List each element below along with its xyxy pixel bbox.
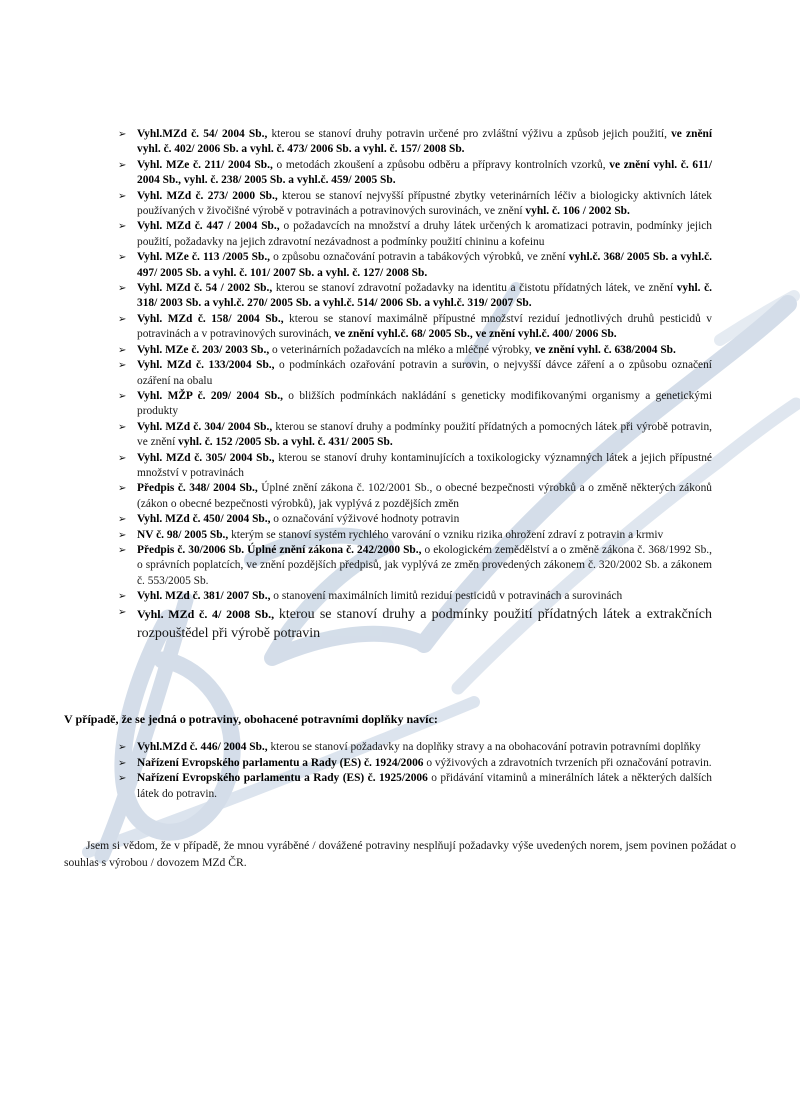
arrow-bullet-icon: ➢ bbox=[118, 741, 127, 753]
regulation-item bbox=[118, 281, 712, 312]
regulation-item-text: Vyhl. MZe č. 203/ 2003 Sb., o veterinárních požadavcích na mléko a mléčné výrobky, ve znění vyhl. č. 638/2004 Sb. bbox=[137, 343, 676, 356]
supplements-section-title: V případě, že se jedná o potraviny, obohacené potravními doplňky navíc: bbox=[64, 711, 438, 726]
arrow-bullet-icon: ➢ bbox=[118, 606, 127, 618]
arrow-bullet-icon: ➢ bbox=[118, 190, 127, 202]
arrow-bullet-icon: ➢ bbox=[118, 221, 127, 233]
regulation-item-text: Vyhl. MZd č. 4/ 2008 Sb., kterou se stanoví druhy a podmínky použití přídatných látek a extrakčních rozpouštědel při výrobě potravin bbox=[137, 606, 712, 641]
regulation-item bbox=[118, 312, 712, 343]
arrow-bullet-icon: ➢ bbox=[118, 757, 127, 769]
regulation-item-text: Vyhl. MZe č. 211/ 2004 Sb., o metodách zkoušení a způsobu odběru a přípravy kontrolních vzorků, ve znění vyhl. č. 611/ 2004 Sb., vyhl. č. 238/ 2005 Sb. a vyhl.č. 459/ 2005 Sb. bbox=[137, 158, 713, 187]
regulation-item-text: Vyhl. MZd č. 273/ 2000 Sb., kterou se stanoví nejvyšší přípustné zbytky veterinárních léčiv a biologicky aktivních látek používaných v živočišné výrobě v potravinách a potravinových surovinách, ve znění vyhl. č. 106 / 2002 Sb. bbox=[137, 189, 712, 218]
regulation-item-text: Vyhl. MZd č. 158/ 2004 Sb., kterou se stanoví maximálně přípustné množství reziduí jednotlivých druhů pesticidů v potravinách a v potravinových surovinách, ve znění vyhl.č. 68/ 2005 Sb., ve znění vyhl.č. 400/ 2006 Sb. bbox=[137, 312, 712, 341]
regulation-item-text: Předpis č. 348/ 2004 Sb., Úplné znění zákona č. 102/2001 Sb., o obecné bezpečnosti výrobků a o změně některých zákonů (zákon o obecné bezpečnosti výrobků), jak vyplývá z pozdějších změn bbox=[137, 482, 712, 510]
regulation-item-text: Vyhl. MZd č. 133/2004 Sb., o podmínkách ozařování potravin a surovin, o nejvyšší dávce záření a o způsobu označení ozáření na obalu bbox=[137, 359, 712, 387]
supplement-item-text: Nařízení Evropského parlamentu a Rady (ES) č. 1925/2006 o přidávání vitaminů a minerálních látek a některých dalších látek do potravin. bbox=[137, 772, 712, 800]
arrow-bullet-icon: ➢ bbox=[118, 129, 127, 140]
arrow-bullet-icon: ➢ bbox=[118, 773, 127, 785]
arrow-bullet-icon: ➢ bbox=[118, 252, 127, 264]
supplement-item-text: Vyhl.MZd č. 446/ 2004 Sb., kterou se stanoví požadavky na doplňky stravy a na obohacování potravin potravními doplňky bbox=[137, 740, 701, 753]
regulation-item bbox=[118, 189, 712, 220]
regulation-item-text: Vyhl. MŽP č. 209/ 2004 Sb., o bližších podmínkách nakládání s geneticky modifikovanými organismy a genetickými produkty bbox=[137, 389, 712, 418]
regulation-item-text: Vyhl. MZd č. 54 / 2002 Sb., kterou se stanoví zdravotní požadavky na identitu a čistotu přídatných látek, ve znění vyhl. č. 318/ 2003 Sb. a vyhl.č. 270/ 2005 Sb. a vyhl.č. 514/ 2006 Sb. a vyhl.č. 319/ 2007 Sb. bbox=[137, 282, 712, 310]
regulation-item bbox=[118, 528, 712, 543]
regulation-item bbox=[118, 605, 712, 643]
arrow-bullet-icon: ➢ bbox=[118, 591, 127, 603]
regulation-item-text: Předpis č. 30/2006 Sb. Úplné znění zákona č. 242/2000 Sb., o ekologickém zemědělství a o změně zákona č. 368/1992 Sb., o správních poplatcích, ve znění pozdějších předpisů, jak vyplývá ze změn provedených zákonem č. 320/2002 Sb. a zákonem č. 553/2005 Sb. bbox=[137, 543, 712, 587]
arrow-bullet-icon: ➢ bbox=[118, 344, 127, 356]
regulation-item bbox=[118, 219, 712, 250]
document-content bbox=[64, 0, 736, 871]
regulation-item bbox=[118, 343, 712, 358]
regulation-item bbox=[118, 543, 712, 589]
arrow-bullet-icon: ➢ bbox=[118, 421, 127, 433]
regulation-item bbox=[118, 420, 712, 451]
regulation-item bbox=[118, 389, 712, 420]
arrow-bullet-icon: ➢ bbox=[118, 544, 127, 556]
supplement-item bbox=[118, 756, 712, 771]
regulation-item bbox=[118, 250, 712, 281]
arrow-bullet-icon: ➢ bbox=[118, 390, 127, 402]
arrow-bullet-icon: ➢ bbox=[118, 360, 127, 372]
arrow-bullet-icon: ➢ bbox=[118, 159, 127, 171]
arrow-bullet-icon: ➢ bbox=[118, 452, 127, 464]
regulation-item bbox=[118, 127, 712, 158]
regulation-item bbox=[118, 589, 712, 604]
supplements-list bbox=[64, 740, 712, 803]
regulation-item-text: NV č. 98/ 2005 Sb., kterým se stanoví systém rychlého varování o vzniku rizika ohrožení zdraví z potravin a krmiv bbox=[137, 528, 664, 541]
arrow-bullet-icon: ➢ bbox=[118, 283, 127, 295]
regulation-item bbox=[118, 158, 712, 189]
arrow-bullet-icon: ➢ bbox=[118, 483, 127, 495]
regulation-item-text: Vyhl. MZe č. 113 /2005 Sb., o způsobu označování potravin a tabákových výrobků, ve znění vyhl.č. 368/ 2005 Sb. a vyhl.č. 497/ 2005 Sb. a vyhl. č. 101/ 2007 Sb. a vyhl. č. 127/ 2008 Sb. bbox=[137, 251, 712, 279]
regulation-item-text: Vyhl.MZd č. 54/ 2004 Sb., kterou se stanoví druhy potravin určené pro zvláštní výživu a způsob jejich použití, ve znění vyhl. č. 402/ 2006 Sb. a vyhl. č. 473/ 2006 Sb. a vyhl. č. 157/ 2008 Sb. bbox=[137, 128, 713, 156]
regulation-item-text: Vyhl. MZd č. 447 / 2004 Sb., o požadavcích na množství a druhy látek určených k aromatizaci potravin, podmínky jejich použití, požadavky na jejich zdravotní nezávadnost a podmínky použití chininu a kofeinu bbox=[137, 220, 712, 248]
arrow-bullet-icon: ➢ bbox=[118, 514, 127, 526]
regulation-item-text: Vyhl. MZd č. 450/ 2004 Sb., o označování výživové hodnoty potravin bbox=[137, 513, 460, 526]
arrow-bullet-icon: ➢ bbox=[118, 529, 127, 541]
regulation-item bbox=[118, 358, 712, 389]
regulation-item-text: Vyhl. MZd č. 304/ 2004 Sb., kterou se stanoví druhy a podmínky použití přídatných a pomocných látek při výrobě potravin, ve znění vyhl. č. 152 /2005 Sb. a vyhl. č. 431/ 2005 Sb. bbox=[137, 420, 712, 449]
closing-declaration-paragraph: Jsem si vědom, že v případě, že mnou vyráběné / dovážené potraviny nesplňují požadavky výše uvedených norem, jsem povinen požádat o souhlas s výrobou / dovozem MZd ČR. bbox=[64, 839, 736, 869]
supplement-item bbox=[118, 740, 712, 755]
regulation-item bbox=[118, 481, 712, 512]
regulation-item bbox=[118, 512, 712, 527]
arrow-bullet-icon: ➢ bbox=[118, 313, 127, 325]
regulation-item-text: Vyhl. MZd č. 305/ 2004 Sb., kterou se stanoví druhy kontaminujících a toxikologicky významných látek a jejich přípustné množství v potravinách bbox=[137, 451, 712, 479]
regulation-item-text: Vyhl. MZd č. 381/ 2007 Sb., o stanovení maximálních limitů reziduí pesticidů v potravinách a surovinách bbox=[137, 590, 623, 603]
supplement-item-text: Nařízení Evropského parlamentu a Rady (ES) č. 1924/2006 o výživových a zdravotních tvrzeních při označování potravin. bbox=[137, 756, 712, 769]
regulations-list bbox=[64, 127, 712, 643]
supplement-item bbox=[118, 771, 712, 802]
regulation-item bbox=[118, 451, 712, 482]
